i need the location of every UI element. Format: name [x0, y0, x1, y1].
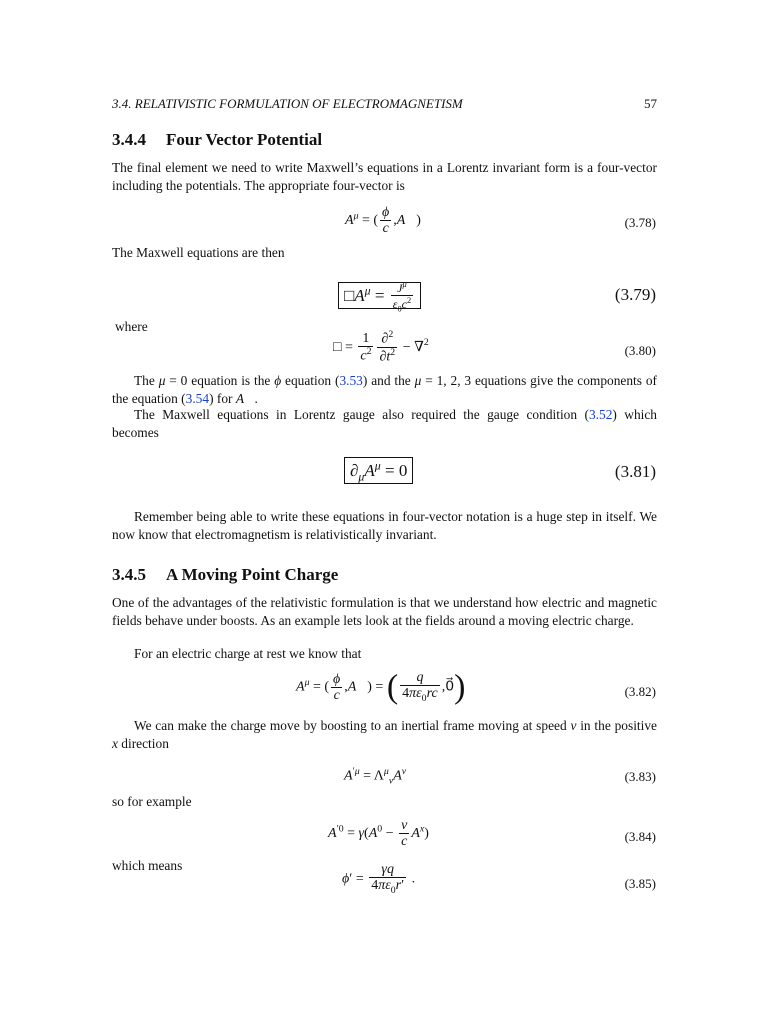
- text-run: equations give the components of the equation (: [112, 373, 657, 406]
- section-heading-3-4-5: [112, 565, 338, 585]
- equation-reference-link[interactable]: 3.52: [588, 407, 613, 422]
- equation-3-85: ϕ′ = $\frac{\gamma q}{4\pi\varepsilon_0r'}$ .: [342, 862, 416, 897]
- section-title: A Moving Point Charge: [166, 565, 339, 584]
- equation-3-79: $□A^\mu$ = $\frac{J^\mu}{\varepsilon_0c^2}$: [338, 280, 421, 314]
- text-run: equation is the: [187, 373, 275, 388]
- paragraph: For an electric charge at rest we know that: [134, 646, 362, 661]
- paragraph: Remember being able to write these equations in four-vector notation is a huge step in itself. We now know that electromagnetism is relativistically invariant.: [112, 509, 657, 542]
- paragraph: where: [115, 319, 148, 334]
- section-title: Four Vector Potential: [166, 130, 323, 149]
- equation-number: (3.81): [614, 462, 656, 481]
- equation-number: (3.85): [624, 876, 656, 891]
- equation-3-78: $A^\mu$ = ( $\frac{\phi}{c}$ ,A⃗): [345, 205, 421, 237]
- text-run: equation (: [281, 373, 340, 388]
- equation-reference-link[interactable]: 3.54: [185, 390, 210, 406]
- text-run: in the positive: [576, 718, 657, 733]
- section-number: 3.4.4: [112, 130, 146, 149]
- paragraph: One of the advantages of the relativistic formulation is that we understand how electric and magnetic fields behave under boosts. As an example lets look at the fields around a moving electric charge.: [112, 595, 657, 628]
- text-run: ) for: [209, 390, 236, 406]
- equation-number: (3.84): [624, 829, 656, 844]
- paragraph: We can make the charge move by boosting to an inertial frame moving at speed v in the positive x direction: [112, 718, 657, 751]
- equation-3-81: $\partial_\mu A^\mu = 0$: [344, 458, 413, 484]
- paragraph: so for example: [112, 794, 192, 809]
- section-heading-3-4-4: [112, 130, 322, 150]
- paragraph: [112, 406, 657, 441]
- text-run: ) and the: [362, 373, 415, 388]
- paragraph: The final element we need to write Maxwell’s equations in a Lorentz invariant form is a four-vector including the potentials. The appropriate four-vector is: [112, 160, 657, 193]
- text-run: The Maxwell equations in Lorentz gauge also required the gauge condition (: [134, 407, 589, 422]
- equation-reference-link[interactable]: 3.53: [339, 373, 363, 388]
- equation-number: (3.78): [624, 215, 656, 230]
- equation-number: (3.83): [624, 769, 656, 784]
- text-run: direction: [117, 735, 169, 751]
- paragraph: The Maxwell equations are then: [112, 245, 285, 260]
- paragraph: The μ = 0 equation is the ϕ equation (3.53) and the μ = 1, 2, 3 equations give the components of the equation (3.54) for A⃗.: [112, 373, 657, 406]
- running-header: [112, 96, 657, 112]
- text-run: We can make the charge move by boosting to an inertial frame moving at speed: [134, 718, 571, 733]
- equation-3-84: $A^{'0} = \gamma(A^0$ − $\frac{v}{c}$ $A^x$): [328, 818, 429, 850]
- page-number: 57: [644, 96, 657, 111]
- paragraph: which means: [112, 858, 183, 873]
- equation-3-82: $A^\mu$ = ( $\frac{\phi}{c}$ ,A⃗) = ( $\frac{q}{4\pi\varepsilon_0rc}$ ,0⃗): [296, 668, 466, 706]
- text-run: The: [134, 373, 159, 388]
- equation-3-80: □ = $\frac{1}{c^2}$ $\frac{\partial^2}{\partial t^2}$ − ∇$^2$: [333, 329, 429, 365]
- equation-number: (3.80): [624, 343, 656, 358]
- equation-number: (3.82): [624, 684, 656, 699]
- text-run: ) which becomes: [112, 407, 657, 440]
- equation-3-83: $A^{'\mu} = \Lambda^\mu_\nu A^\nu$: [344, 766, 407, 787]
- section-number: 3.4.5: [112, 565, 146, 584]
- equation-number: (3.79): [614, 285, 656, 304]
- running-title: 3.4. RELATIVISTIC FORMULATION OF ELECTROMAGNETISM: [112, 96, 463, 111]
